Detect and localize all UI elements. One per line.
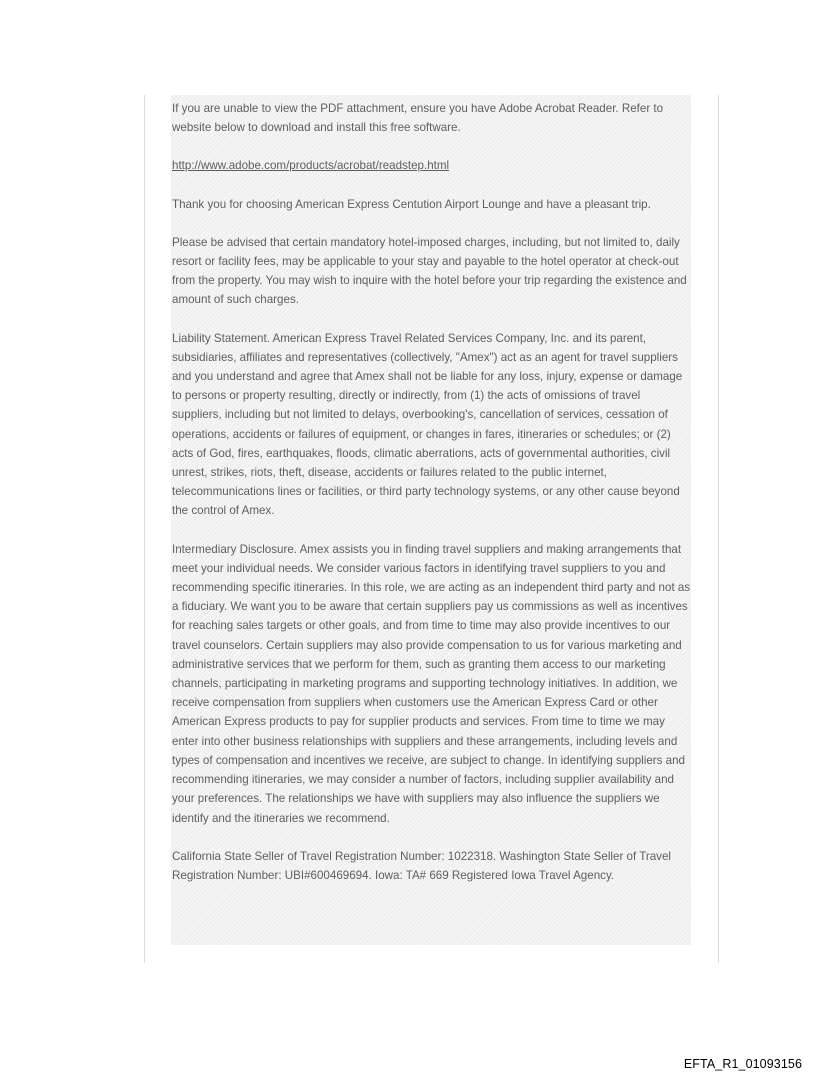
registration-numbers-paragraph: California State Seller of Travel Registration Number: 1022318. Washington State Seller of Travel Registration Number: UBI#600469694. Iowa: TA# 669 Registered Iowa Travel Agency. (172, 849, 672, 882)
hotel-charges-paragraph: Please be advised that certain mandatory hotel-imposed charges, including, but not limited to, daily resort or facility fees, may be applicable to your stay and payable to the hotel operator at check-out from the property. You may wish to inquire with the hotel before your trip regarding the existence and amount of such charges. (172, 235, 687, 307)
adobe-link-paragraph (172, 156, 691, 175)
pdf-notice-paragraph: If you are unable to view the PDF attachment, ensure you have Adobe Acrobat Reader. Refer to website below to download and install this free software. (172, 102, 664, 135)
email-body (171, 95, 691, 945)
document-id-label: EFTA_R1_01093156 (683, 1057, 802, 1071)
thank-you-paragraph: Thank you for choosing American Express Centution Airport Lounge and have a pleasant trip. (172, 197, 651, 211)
frame-left-border (144, 95, 145, 963)
adobe-reader-link[interactable]: http://www.adobe.com/products/acrobat/readstep.html (172, 159, 450, 173)
liability-statement-paragraph: Liability Statement. American Express Travel Related Services Company, Inc. and its parent, subsidiaries, affiliates and representatives (collectively, "Amex") act as an agent for travel suppliers and you understand and agree that Amex shall not be liable for any loss, injury, expense or damage to persons or property resulting, directly or indirectly, from (1) the acts of omissions of travel suppliers, including but not limited to delays, overbooking's, cancellation of services, cessation of operations, accidents or failures of equipment, or changes in fares, itineraries or schedules; or (2) acts of God, fires, earthquakes, floods, climatic aberrations, acts of governmental authorities, civil unrest, strikes, riots, theft, disease, accidents or failures related to the public internet, telecommunications lines or facilities, or third party technology systems, or any other cause beyond the control of Amex. (172, 331, 683, 518)
intermediary-disclosure-paragraph: Intermediary Disclosure. Amex assists you in finding travel suppliers and making arrangements that meet your individual needs. We consider various factors in identifying travel suppliers to you and recommending specific itineraries. In this role, we are acting as an independent third party and not as a fiduciary. We want you to be aware that certain suppliers pay us commissions as well as incentives for reaching sales targets or other goals, and from time to time may also provide incentives to our travel counselors. Certain suppliers may also provide compensation to us for various marketing and administrative services that we perform for them, such as granting them access to our marketing channels, participating in marketing programs and supporting technology initiatives. In addition, we receive compensation from suppliers when customers use the American Express Card or other American Express products to pay for supplier products and services. From time to time we may enter into other business relationships with suppliers and these arrangements, including levels and types of compensation and incentives we receive, are subject to change. In identifying suppliers and recommending itineraries, we may consider a number of factors, including supplier availability and your preferences. The relationships we have with suppliers may also influence the suppliers we identify and the itineraries we recommend. (172, 542, 691, 825)
frame-right-border (718, 95, 719, 963)
